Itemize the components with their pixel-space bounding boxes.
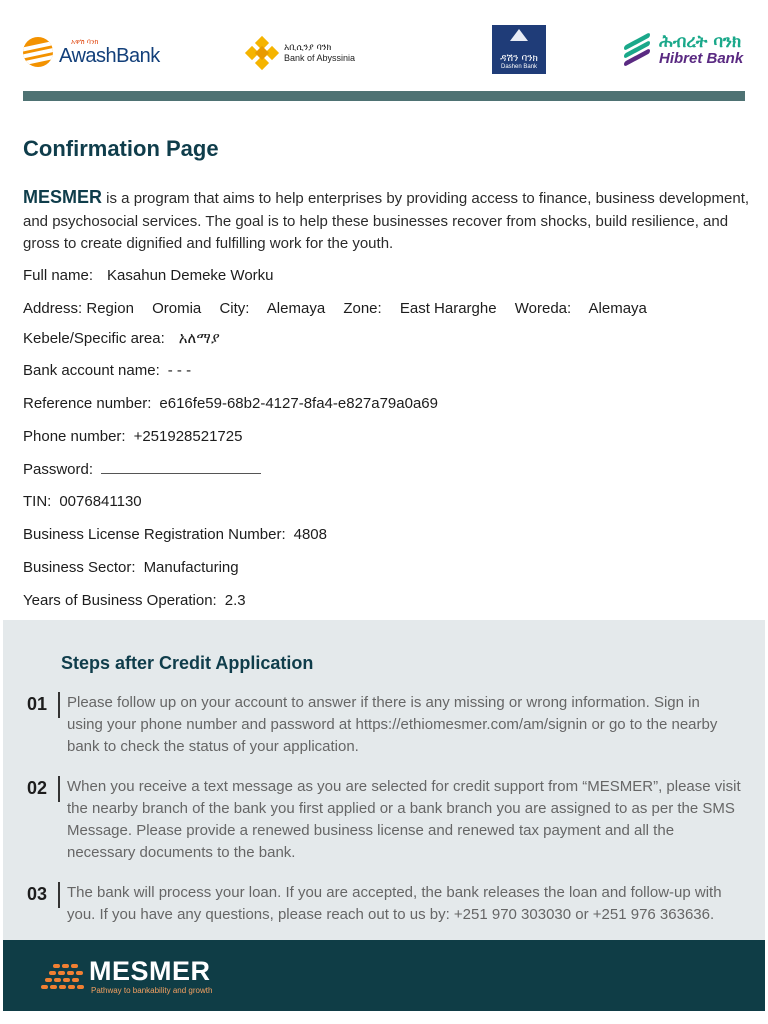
steps-panel [3, 620, 765, 940]
step-line: Please follow up on your account to answer if there is any missing or wrong information. Sign in [67, 694, 700, 711]
sector-label: Business Sector: [23, 559, 136, 576]
step-line: you. If you have any questions, please reach out to us by: +251 970 303030 or +251 976 363636. [67, 906, 715, 923]
step-line: the nearby branch of the bank you first applied or a bank branch you are assigned to as per the SMS [67, 800, 735, 817]
zone-value: East Hararghe [399, 300, 497, 317]
reference-number-value: e616fe59-68b2-4127-8fa4-e827a79a0a69 [159, 395, 438, 412]
years-label: Years of Business Operation: [23, 592, 217, 609]
tin-label: TIN: [23, 493, 52, 510]
step-text [67, 882, 757, 926]
bank-account-name-label: Bank account name: [23, 362, 160, 379]
years-value: 2.3 [224, 592, 246, 609]
intro-text: is a program that aims to help enterprises by providing access to finance, business development, and psychosocial services. The goal is to help these businesses recover from shocks, build resilience, and gross to create dignified and fulfilling work for the youth. [23, 190, 750, 252]
steps-title: Steps after Credit Application [61, 653, 314, 673]
hibret-bank-logo [621, 33, 743, 67]
reference-number-label: Reference number: [23, 395, 152, 412]
step-line: using your phone number and password at https://ethiomesmer.com/am/signin or go to the nearby [67, 716, 718, 733]
hibret-stripes-icon [621, 33, 655, 67]
dashen-amharic-name: ዳሽን ባንክ [500, 53, 538, 64]
awash-bank-amharic-name: አዋሽ ባንክ [71, 37, 99, 46]
step-number: 01 [27, 694, 48, 714]
hibret-amharic-name: ሕብረት ባንክ [659, 32, 742, 52]
reference-number-row [23, 395, 438, 412]
phone-number-value: +251928521725 [133, 428, 243, 445]
password-label: Password: [23, 461, 94, 478]
region-label: Region [86, 300, 134, 317]
abyssinia-star-icon [246, 37, 278, 69]
step-number: 03 [27, 884, 48, 904]
dashen-mountain-icon [510, 29, 528, 41]
license-label: Business License Registration Number: [23, 526, 286, 543]
region-value: Oromia [152, 300, 202, 317]
sector-row [23, 559, 239, 576]
full-name-row [23, 267, 274, 284]
intro-brand: MESMER [23, 187, 103, 207]
step-number: 02 [27, 778, 48, 798]
years-row [23, 592, 246, 609]
step-line: Message. Please provide a renewed business license and renewed tax payment and all the [67, 822, 675, 839]
intro-paragraph [23, 186, 753, 256]
step-divider [58, 776, 60, 802]
step-divider [58, 692, 60, 718]
confirmation-page [3, 3, 765, 1011]
password-blank-line [101, 464, 261, 474]
woreda-label: Woreda: [514, 300, 572, 317]
hibret-name: Hibret Bank [659, 50, 744, 67]
footer [3, 940, 765, 1011]
kebele-label: Kebele/Specific area: [23, 330, 165, 347]
phone-number-row [23, 428, 242, 445]
city-value: Alemaya [266, 300, 326, 317]
license-row [23, 526, 327, 543]
phone-number-label: Phone number: [23, 428, 126, 445]
city-label: City: [219, 300, 250, 317]
footer-brand: MESMER [89, 956, 211, 986]
step-text [67, 776, 757, 864]
bank-account-name-row [23, 362, 191, 379]
zone-label: Zone: [343, 300, 382, 317]
dashen-bank-logo [492, 25, 546, 74]
step-divider [58, 882, 60, 908]
address-label: Address: [23, 300, 83, 317]
abyssinia-amharic-name: አቢሲንያ ባንክ [284, 42, 332, 53]
password-row [23, 461, 261, 478]
bank-of-abyssinia-logo [246, 37, 355, 69]
footer-tagline: Pathway to bankability and growth [91, 986, 213, 995]
step-text [67, 692, 757, 758]
header-divider [23, 91, 745, 101]
awash-bank-name: AwashBank [59, 44, 160, 67]
dashen-name: Dashen Bank [500, 64, 538, 70]
page-title: Confirmation Page [23, 136, 219, 161]
kebele-value: አለማያ [178, 329, 220, 347]
tin-row [23, 493, 142, 510]
step-line: The bank will process your loan. If you are accepted, the bank releases the loan and follow-up with [67, 884, 722, 901]
awash-bank-emblem-icon [23, 37, 53, 67]
step-line: bank to check the status of your application. [67, 738, 359, 755]
bank-account-name-value: - - - [167, 362, 192, 379]
step-line: When you receive a text message as you are selected for credit support from “MESMER”, please visit [67, 778, 741, 795]
address-row [23, 300, 647, 317]
mesmer-logo-icon [41, 960, 87, 994]
sector-value: Manufacturing [143, 559, 239, 576]
woreda-value: Alemaya [588, 300, 647, 317]
abyssinia-name: Bank of Abyssinia [284, 53, 356, 63]
awash-bank-logo [23, 37, 160, 67]
license-value: 4808 [293, 526, 327, 543]
step-line: necessary documents to the bank. [67, 844, 296, 861]
kebele-row [23, 329, 220, 347]
tin-value: 0076841130 [59, 493, 142, 510]
full-name-value: Kasahun Demeke Worku [107, 267, 274, 284]
full-name-label: Full name: [23, 267, 94, 284]
